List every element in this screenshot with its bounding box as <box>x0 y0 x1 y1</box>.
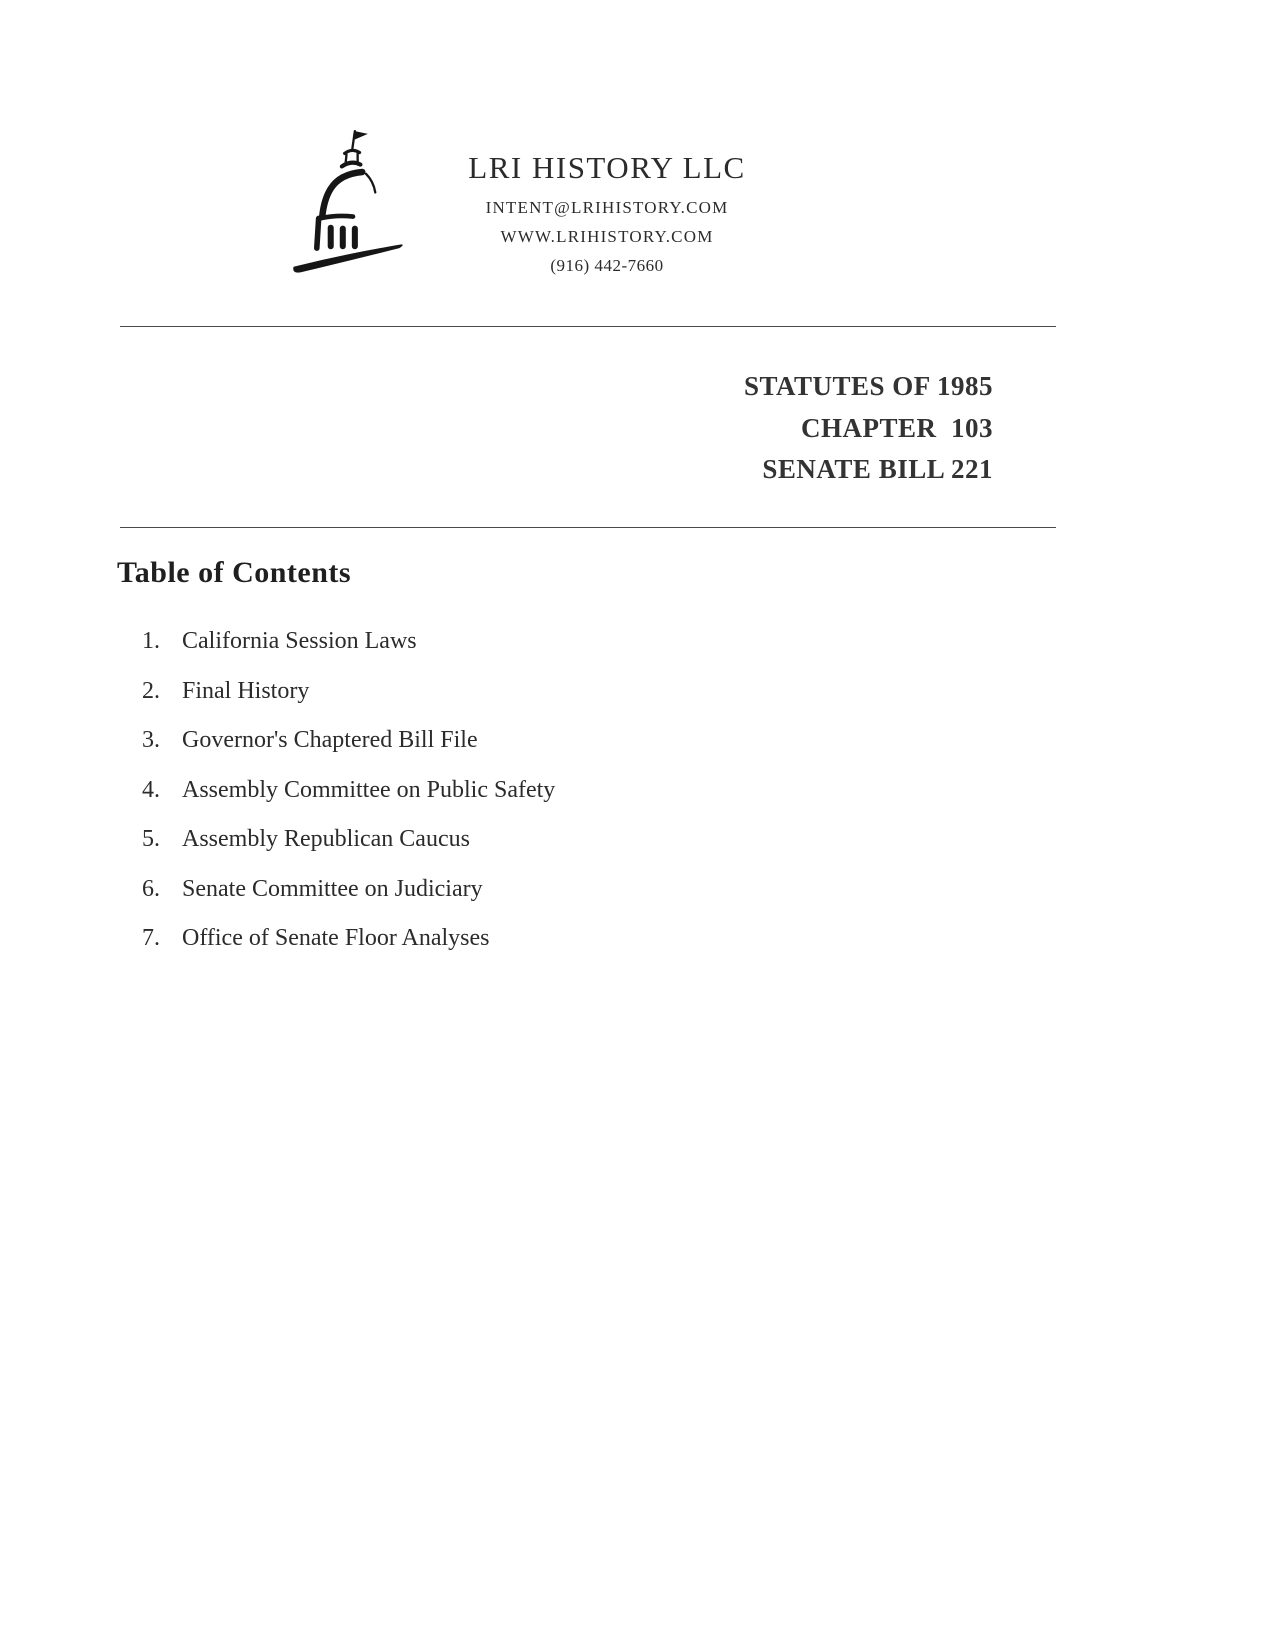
toc-item <box>117 826 1017 853</box>
table-of-contents <box>117 556 1017 975</box>
toc-item-number: 5. <box>142 826 160 852</box>
toc-item-label: Assembly Committee on Public Safety <box>182 776 556 803</box>
toc-item <box>117 925 1017 952</box>
divider-bottom <box>120 527 1056 528</box>
toc-item <box>117 876 1017 903</box>
statute-title-block <box>744 366 993 491</box>
company-website: WWW.LRIHISTORY.COM <box>500 227 714 246</box>
capitol-logo-icon <box>288 122 418 287</box>
toc-item-number: 1. <box>142 628 160 654</box>
toc-item-number: 7. <box>142 925 160 951</box>
toc-item-label: Governor's Chaptered Bill File <box>182 727 478 753</box>
company-phone: (916) 442-7660 <box>550 256 664 275</box>
toc-item-number: 2. <box>142 677 160 704</box>
toc-item <box>117 628 1017 655</box>
company-header <box>452 150 762 285</box>
toc-item-label: California Session Laws <box>182 628 417 654</box>
company-name: LRI HISTORY LLC <box>468 150 746 185</box>
toc-item-label: Senate Committee on Judiciary <box>182 875 483 902</box>
chapter-line: CHAPTER 103 <box>800 412 993 443</box>
toc-item-number: 3. <box>142 727 160 753</box>
toc-item <box>117 727 1017 754</box>
toc-item-number: 4. <box>142 776 160 803</box>
toc-item-label: Assembly Republican Caucus <box>182 826 470 852</box>
toc-item-label: Final History <box>182 677 310 704</box>
toc-item <box>117 777 1017 804</box>
divider-top <box>120 326 1056 327</box>
statutes-line: STATUTES OF 1985 <box>743 371 993 401</box>
toc-heading: Table of Contents <box>117 556 352 589</box>
company-email: INTENT@LRIHISTORY.COM <box>485 198 729 217</box>
toc-list <box>117 628 1017 952</box>
toc-item-number: 6. <box>142 875 160 902</box>
toc-item <box>117 678 1017 705</box>
senate-bill-line: SENATE BILL 221 <box>762 454 993 485</box>
toc-item-label: Office of Senate Floor Analyses <box>182 925 490 951</box>
